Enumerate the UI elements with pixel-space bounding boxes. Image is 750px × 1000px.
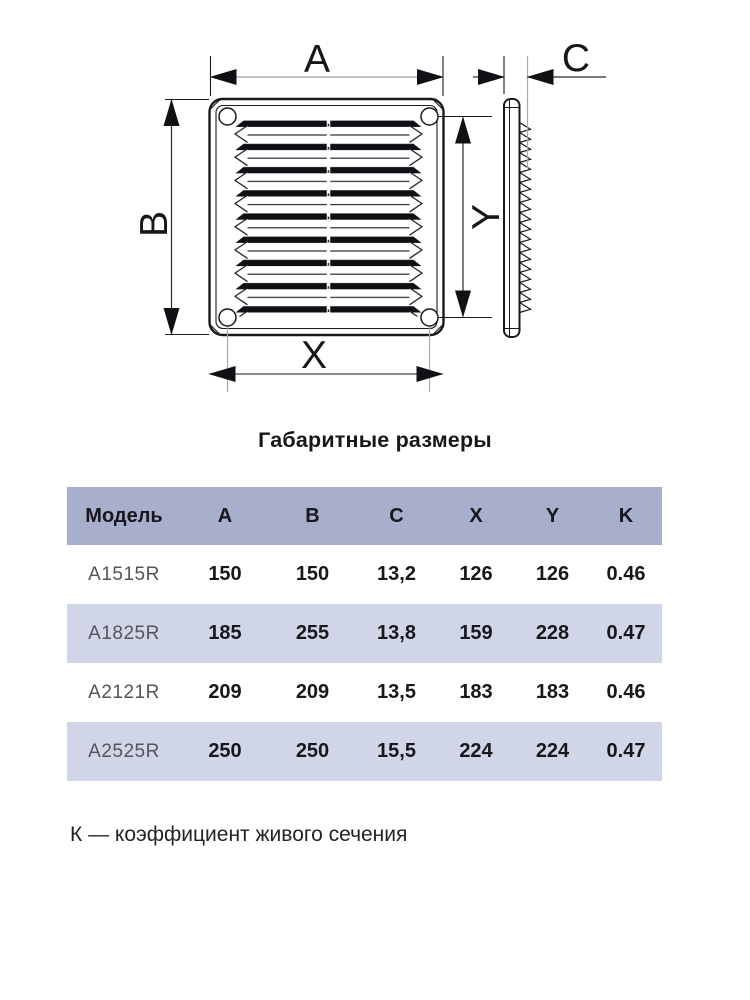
cell-y: 228: [535, 622, 570, 644]
footnote-k-coefficient: К — коэффициент живого сечения: [70, 823, 408, 846]
cell-k: 0.46: [606, 681, 646, 703]
cell-a: 209: [208, 681, 242, 703]
table-row: [67, 545, 662, 604]
dimension-c: [473, 37, 606, 168]
cell-b: 255: [295, 622, 330, 644]
table-header-row: [67, 487, 662, 545]
cell-model: A1825R: [88, 622, 160, 644]
header-cell-model: Модель: [85, 504, 163, 527]
dim-label-x: X: [300, 334, 328, 377]
screw-hole-top-right: [421, 108, 438, 125]
dimension-y: [438, 117, 508, 318]
cell-x: 224: [459, 740, 493, 762]
technical-drawing: [0, 0, 750, 418]
dimension-x: [210, 327, 443, 392]
cell-c: 15,5: [377, 740, 416, 762]
screw-hole-bottom-right: [421, 309, 438, 326]
header-cell-x: X: [469, 504, 483, 527]
cell-model: A1515R: [88, 563, 160, 585]
header-cell-y: Y: [545, 504, 560, 527]
dimensions-table: [67, 487, 662, 781]
dimension-a: [211, 38, 444, 96]
cell-a: 250: [208, 740, 242, 762]
cell-y: 126: [535, 563, 570, 585]
table-row: [67, 604, 662, 663]
cell-b: 209: [295, 681, 330, 703]
cell-model: A2121R: [88, 681, 160, 703]
header-cell-c: C: [389, 504, 404, 527]
cell-k: 0.46: [606, 563, 646, 585]
section-title: Габаритные размеры: [258, 428, 492, 452]
cell-b: 150: [295, 563, 330, 585]
cell-x: 183: [459, 681, 493, 703]
cell-a: 185: [208, 622, 242, 644]
dim-label-y: Y: [465, 203, 508, 231]
cell-b: 250: [295, 740, 330, 762]
side-view-teeth: [520, 123, 531, 313]
header-cell-k: K: [618, 504, 634, 527]
cell-k: 0.47: [606, 622, 646, 644]
dim-label-c: C: [561, 37, 591, 80]
cell-c: 13,8: [377, 622, 416, 644]
grille-dimension-diagram: [0, 0, 750, 418]
cell-x: 159: [459, 622, 493, 644]
screw-hole-bottom-left: [219, 309, 236, 326]
dim-label-b: B: [133, 210, 176, 238]
table-row: [67, 663, 662, 722]
cell-y: 224: [535, 740, 570, 762]
cell-x: 126: [459, 563, 493, 585]
cell-c: 13,2: [377, 563, 416, 585]
table-row: [67, 722, 662, 781]
header-cell-b: B: [305, 504, 320, 527]
front-view: [210, 99, 444, 335]
header-cell-a: A: [217, 504, 233, 527]
dim-label-a: A: [303, 38, 331, 81]
cell-k: 0.47: [606, 740, 646, 762]
dimension-b: [133, 100, 209, 335]
cell-model: A2525R: [88, 740, 160, 762]
cell-y: 183: [535, 681, 570, 703]
cell-c: 13,5: [377, 681, 416, 703]
cell-a: 150: [208, 563, 242, 585]
screw-hole-top-left: [219, 108, 236, 125]
